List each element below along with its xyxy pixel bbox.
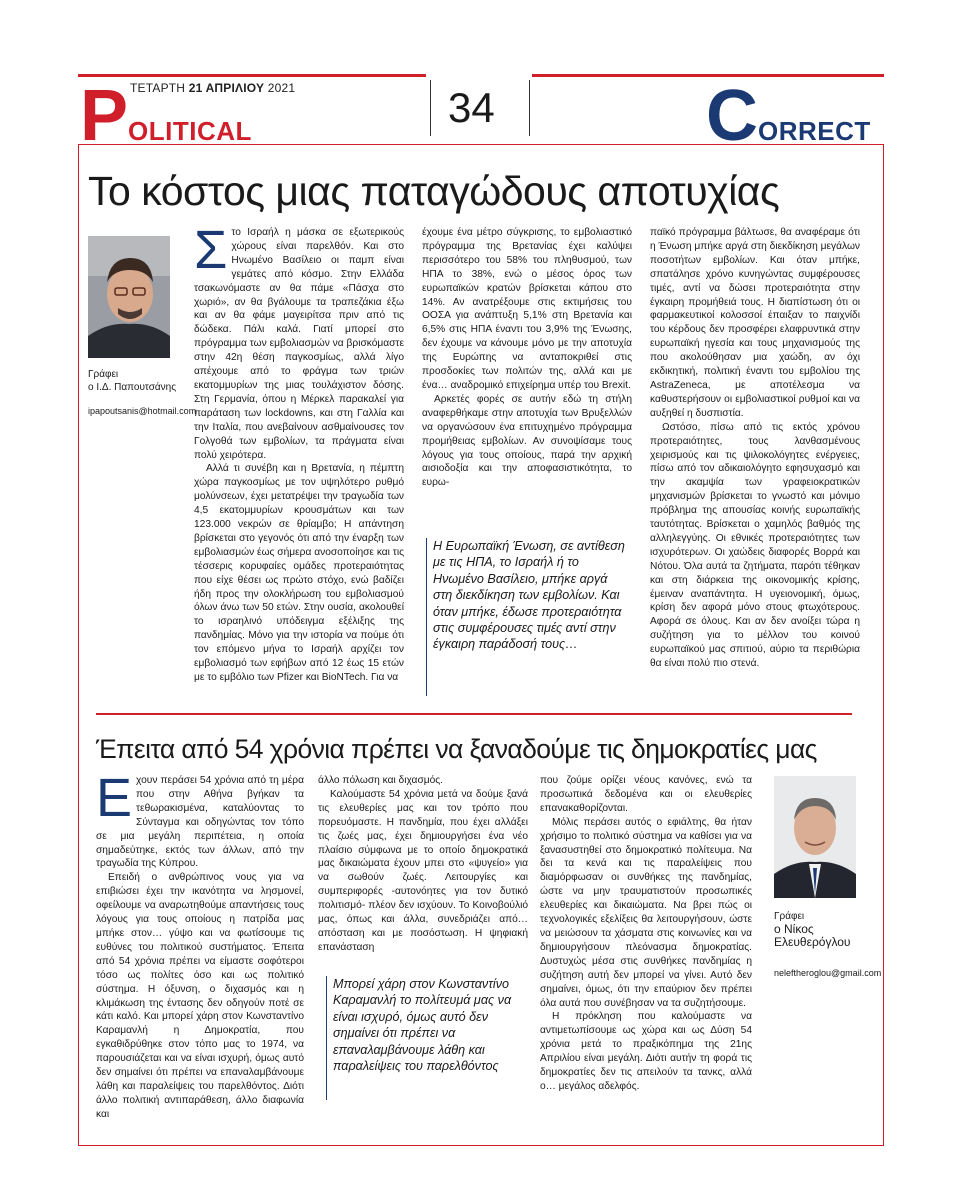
- article2-caption-line2: ο Νίκος: [774, 922, 814, 936]
- article1-dropcap: Σ: [194, 220, 228, 280]
- article-divider: [96, 713, 852, 715]
- brand-correct-rest: ORRECT: [758, 116, 871, 146]
- article2-caption-line1: Γράφει: [774, 911, 805, 922]
- article2-author-email: neleftheroglou@gmail.com: [774, 968, 882, 978]
- article1-author-email: ipapoutsanis@hotmail.com: [88, 406, 197, 416]
- article2-col1-paragraph: Επειδή ο ανθρώπινος νους για να επιβιώσει έχει την ικανότητα να λησμονεί, οφείλουμε να αναρωτηθούμε απαντήσεις τους λόγους για τους οποίους η πατρίδα μας μπήκε στον… γύψο και να φωτίσουμε τις ευθύνες του πολιτικού συστήματος. Έπειτα από 54 χρόνια πρέπει να είμαστε σοφότεροι τόσο ως πολίτες όσο και ως πολιτικό σύστημα. Η όξυνση, ο διχασμός και η κλιμάκωση της έντασης δεν οδηγούν ποτέ σε κάτι καλό. Και μπορεί χάρη στον Κωνσταντίνο Καραμανλή η Δημοκρατία, που εγκαθιδρύθηκε στον τόπο μας το 1974, να παρουσιάζεται και να είναι ισχυρή, όμως αυτό δεν σημαίνει ότι πρέπει να επαναλαμβάνουμε λάθη και παραλείψεις του παρελθόντος. Διότι άλλο πολιτική αντιπαράθεση, άλλο διαφωνία και: [96, 872, 304, 1120]
- dateline-date: 21 ΑΠΡΙΛΙΟΥ: [188, 81, 265, 95]
- article2-column-2: [318, 774, 528, 955]
- article1-column-3: [650, 226, 860, 671]
- dateline-year: 2021: [267, 81, 296, 95]
- article2-caption-line3: Ελευθερόγλου: [774, 935, 851, 949]
- article1-caption-line1: Γράφει: [88, 369, 119, 380]
- brand-political-rest: OLITICAL: [128, 116, 252, 146]
- article2-headline: Έπειτα από 54 χρόνια πρέπει να ξαναδούμε τις δημοκρατίες μας: [96, 734, 817, 764]
- article1-col1-paragraph: το Ισραήλ η μάσκα σε εξωτερικούς χώρους είναι παρελθόν. Και στο Ηνωμένο Βασίλειο οι παμπ είναι γεμάτες από κόσμο. Στην Ελλάδα τσακωνόμαστε αν θα πάμε «Πάσχα στο χωριό», αν θα βγάλουμε τα τραπεζάκια έξω και αν θα φάμε μαγειρίτσα πριν από τις δώδεκα. Πάλι καλά. Γιατί μπορεί στο πρόγραμμα των εμβολιασμών να βρισκόμαστε στην 42η θέση παγκοσμίως, αλλά λίγο απέχουμε από το φράγμα των τριών εκατομμυρίων της μιας τουλάχιστον δόσης. Στη Γερμανία, όπου η Μέρκελ παρακαλεί για παράταση των lockdowns, και στη Γαλλία και την Ιταλία, που ανεβαίνουν ασθμαίνουσες τον Γολγοθά των εμβολίων, τα πράγματα είναι πολύ χειρότερα.: [194, 227, 404, 461]
- article1-column-1: [194, 220, 404, 685]
- article1-col3-paragraph: παϊκό πρόγραμμα βάλτωσε, θα αναφέραμε ότι η Ένωση μπήκε αργά στη διεκδίκηση μεγάλων ποσοτήτων εμβολίων. Και όταν μπήκε, σπατάλησε χρόνο κυνηγώντας συμφέρουσες τιμές, αντί να δώσει προτεραιότητα στην έγκαιρη προμήθειά τους. Η διαπίστωση ότι οι φαρμακευτικοί κολοσσοί έπαιξαν το παιχνίδι του κέρδους δεν προσφέρει ελαφρυντικά στην ευρωπαϊκή ηγεσία και τους μηχανισμούς της που ακολούθησαν μια χαώδη, αν όχι εκδικητική, πολιτική έναντι του εμβολίου της AstraZeneca, με αποτέλεσμα να καθυστερήσουν οι εμβολιαστικοί ρυθμοί και να αυξηθεί η δυσπιστία.: [650, 227, 860, 419]
- dateline-weekday: ΤΕΤΑΡΤΗ: [130, 81, 186, 95]
- brand-political-initial: P: [80, 76, 129, 156]
- article2-col3-paragraph: που ζούμε ορίζει νέους κανόνες, ενώ τα προσωπικά δεδομένα και οι ελευθερίες επανακαθορίζονται.: [540, 775, 752, 814]
- article2-pull-quote: Μπορεί χάρη στον Κωνσταντίνο Καραμανλή το πολίτευμά μας να είναι ισχυρό, όμως αυτό δεν σημαίνει ότι πρέπει να επαναλαμβάνουμε λάθη και παραλείψεις του παρελθόντος: [326, 976, 529, 1100]
- article2-col1-paragraph: χουν περάσει 54 χρόνια από τη μέρα που στην Αθήνα βγήκαν τα τεθωρακισμένα, καταλύοντας το Σύνταγμα και οδηγώντας τον τόπο σε μια μεγάλη περιπέτεια, η οποία σημαδεύτηκε, εκτός των άλλων, από την τραγωδία της Κύπρου.: [96, 775, 304, 870]
- article1-headline: Το κόστος μιας παταγώδους αποτυχίας: [88, 168, 780, 214]
- article2-column-3: [540, 774, 752, 1094]
- article1-author-caption: [88, 368, 176, 394]
- article2-col2-paragraph: άλλο πόλωση και διχασμός.: [318, 775, 444, 786]
- top-rule-left: [78, 74, 426, 77]
- article2-col3-paragraph: Η πρόκληση που καλούμαστε να αντιμετωπίσουμε ως χώρα και ως Δύση 54 χρόνια μετά το πραξικόπημα της 21ης Απριλίου είναι μεγάλη. Διότι αυτήν τη φορά τις δημοκρατίες δεν τις απειλούν τα τανκς, αλλά ο… μεγάλος αδελφός.: [540, 1011, 752, 1092]
- article1-author-photo: [88, 236, 170, 358]
- page-number: 34: [448, 84, 495, 131]
- author-portrait-icon: [774, 776, 856, 898]
- article1-pull-quote: Η Ευρωπαϊκή Ένωση, σε αντίθεση με τις ΗΠΑ, το Ισραήλ ή το Ηνωμένο Βασίλειο, μπήκε αργά στη διεκδίκηση των εμβολίων. Και όταν μπήκε, έδωσε προτεραιότητα στις συμφέρουσες τιμές αντί στην έγκαιρη παράδοσή τους…: [426, 538, 629, 696]
- article1-col3-paragraph: Ωστόσο, πίσω από τις εκτός χρόνου προτεραιότητες, τους λανθασμένους χειρισμούς και τις ψιλοκολόγητες ενέργειες, πίσω από τον αδικαιολόγητο εφησυχασμό και την ακαμψία των γραφειοκρατικών μηχανισμών βρίσκεται το γνωστό και μόνιμο πρόβλημα της απουσίας κοινής ευρωπαϊκής ταυτότητας. Βρίσκεται ο χαμηλός βαθμός της αλληλεγγύης. Οι εθνικές προτεραιότητες των ισχυρότερων. Οι χαώδεις διαφορές Βορρά και Νότου. Όλα αυτά τα ζητήματα, παρότι τέθηκαν και στη διάρκεια της οικονομικής κρίσης, έμειναν αναπάντητα. Η υγειονομική, όμως, κρίση δεν αφορά μόνο στους φτωχότερους. Αφορά σε όλους. Και αν δεν ανοίξει τώρα η συζήτηση για το μέλλον του κοινού ευρωπαϊκού μας σπιτιού, αύριο τα περιθώρια θα είναι πολύ πιο στενά.: [650, 421, 860, 670]
- brand-correct-initial: C: [706, 76, 758, 156]
- article1-col1-paragraph: Αλλά τι συνέβη και η Βρετανία, η πέμπτη χώρα παγκοσμίως με τον υψηλότερο ρυθμό μολύνσεων, έχει μετατρέψει την τραγωδία των 4,5 εκατομμυρίων κρουσμάτων και των 123.000 νεκρών σε θρίαμβο; Η απάντηση βρίσκεται στο γεγονός ότι από την έναρξη των εμβολιασμών έως σήμερα ανοσοποίησε και τις τέσσερις κορυφαίες ομάδες προτεραιότητας που είχε θέσει ως πρώτο στόχο, ενώ βαδίζει ήδη προς την ολοκλήρωση του εμβολιασμού όλων άνω των 50 ετών. Στην ουσία, ακολουθεί το ισραηλινό υπόδειγμα εξέλιξης της πανδημίας. Μόνο για την ιστορία να πούμε ότι τον επόμενο μήνα το Ισραήλ αρχίζει τον εμβολιασμό των εφήβων από 12 έως 15 ετών με το εμβόλιο των Pfizer και BioNTech. Για να: [194, 463, 404, 683]
- brand-political: [80, 76, 252, 156]
- article1-caption-line2: ο Ι.Δ. Παπουτσάνης: [88, 382, 177, 393]
- brand-correct: [706, 76, 871, 156]
- article1-column-2: [422, 226, 632, 490]
- article1-col2-paragraph: έχουμε ένα μέτρο σύγκρισης, το εμβολιαστικό πρόγραμμα της Βρετανίας έχει καλύψει περισσότερο του 58% του πληθυσμού, των ΗΠΑ το 38%, ενώ ο μέσος όρος των ευρωπαϊκών κρατών βρίσκεται κάπου στο 14%. Αν ανατρέξουμε στις εκτιμήσεις του ΟΟΣΑ για ανάπτυξη 5,1% στη Βρετανία και 6,5% στις ΗΠΑ έναντι του 3,9% της Ένωσης, δεν έχουμε να κάνουμε μόνο με την αποτυχία της Ευρώπης να ανταποκριθεί στις προσδοκίες των πολιτών της, αλλά και με ένα… αναδρομικό επιχείρημα υπέρ του Brexit.: [422, 227, 632, 391]
- article2-column-1: [96, 768, 304, 1122]
- article2-col2-paragraph: Καλούμαστε 54 χρόνια μετά να δούμε ξανά τις ελευθερίες μας και τον τρόπο που πορευόμαστε. Η πανδημία, που έχει αλλάξει τις ζωές μας, έχει δημιουργήσει ένα νέο πλαίσιο σύμφωνα με το οποίο δημοκρατικά μας δικαιώματα έχουν μπει στο «ψυγείο» για να σωθούν ζωές. Λειτουργίες και συμπεριφορές -αυτονόητες για τον δυτικό πολιτισμό- πλέον δεν ισχύουν. Το Κοινοβούλιό μας, όπως και άλλα, συνεδριάζει από… απόσταση και με ποσόστωση. Η ψηφιακή επανάσταση: [318, 788, 528, 953]
- author-portrait-icon: [88, 236, 170, 358]
- article1-col2-paragraph: Αρκετές φορές σε αυτήν εδώ τη στήλη αναφερθήκαμε στην αποτυχία των Βρυξελλών να οργανώσουν ένα επιτυχημένο πρόγραμμα προμήθειας εμβολίων. Αν συνοψίσαμε τους λόγους για τους οποίους, παρά την αρχική αισιοδοξία και την αποφασιστικότητα, το ευρω-: [422, 393, 632, 489]
- article2-col3-paragraph: Μόλις περάσει αυτός ο εφιάλτης, θα ήταν χρήσιμο το πολιτικό σύστημα να καθίσει για να ξανασυστηθεί στο δημοκρατικό πολίτευμα. Να δει τα κενά και τις παραλείψεις που διαμόρφωσαν οι συνθήκες της πανδημίας, ώστε να μην τραυματιστούν προσωπικές ελευθερίες και δικαιώματα. Να βρει πώς οι τεχνολογικές εξελίξεις θα λειτουργήσουν, ώστε να μειώσουν τα χάσματα στις κοινωνίες και να δημιουργήσουν πλεόνασμα δημοκρατίας. Δυστυχώς μέσα στις συνθήκες πανδημίας η συζήτηση αυτή δεν μπορεί να γίνει. Αυτό δεν σημαίνει, όμως, ότι την επαύριον δεν πρέπει όλα αυτά που συνέβησαν να τα συζητήσουμε.: [540, 816, 752, 1009]
- article2-dropcap: Ε: [96, 768, 133, 828]
- article2-author-caption: [774, 910, 851, 949]
- article2-author-photo: [774, 776, 856, 898]
